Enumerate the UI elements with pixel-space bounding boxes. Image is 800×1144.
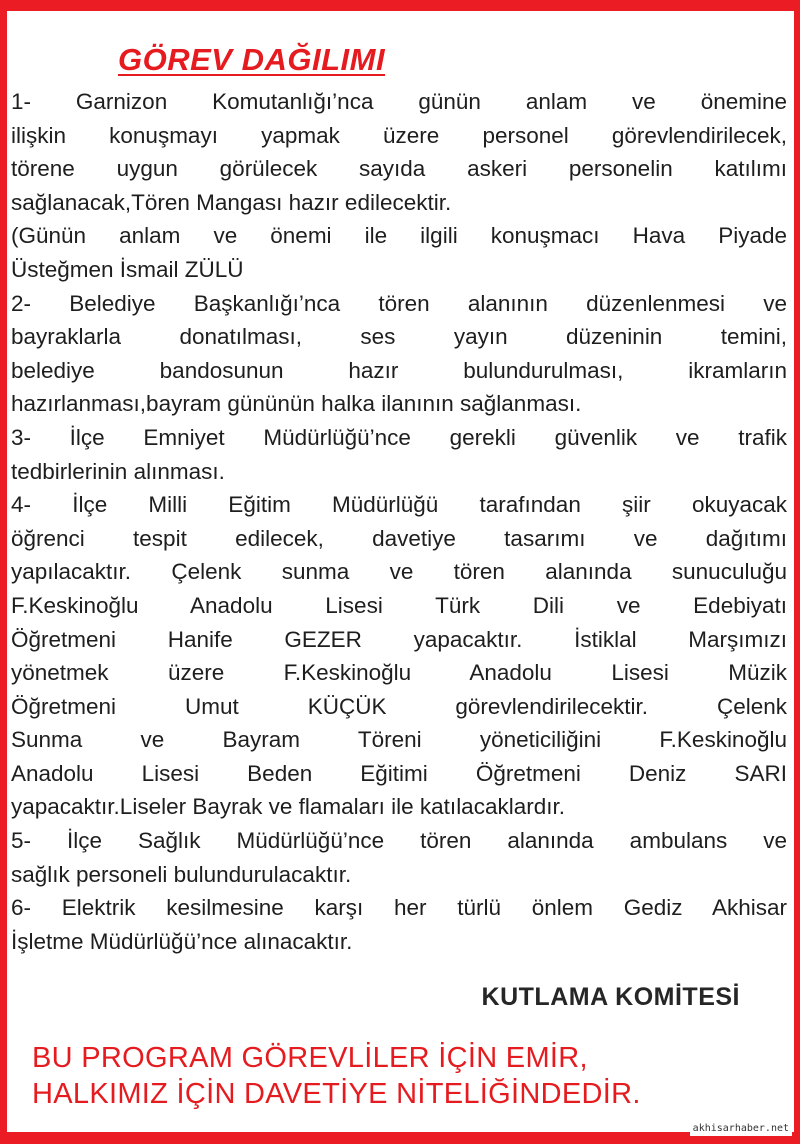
site-watermark: akhisarhaber.net <box>690 1122 792 1136</box>
body-line: yapılacaktır. Çelenk sunma ve tören alanında sunuculuğu <box>11 559 787 585</box>
body-line: Anadolu Lisesi Beden Eğitimi Öğretmeni Deniz SARI <box>11 760 787 786</box>
body-line: sağlık personeli bulundurulacaktır. <box>11 861 352 887</box>
body-line: hazırlanması,bayram gününün halka ilanının sağlanması. <box>11 391 582 417</box>
body-line: öğrenci tespit edilecek, davetiye tasarımı ve dağıtımı <box>11 525 787 551</box>
body-line: 1- Garnizon Komutanlığı’nca günün anlam ve önemine <box>11 89 787 114</box>
committee-signature: KUTLAMA KOMİTESİ <box>481 983 740 1011</box>
document-title: GÖREV DAĞILIMI <box>118 42 386 77</box>
footer-notice <box>32 1040 641 1112</box>
body-line: 5- İlçe Sağlık Müdürlüğü’nce tören alanında ambulans ve <box>11 828 787 854</box>
body-line: 3- İlçe Emniyet Müdürlüğü’nce gerekli güvenlik ve trafik <box>11 424 787 450</box>
body-line: F.Keskinoğlu Anadolu Lisesi Türk Dili ve Edebiyatı <box>11 592 787 618</box>
body-line: bayraklarla donatılması, ses yayın düzeninin temini, <box>11 324 787 350</box>
body-line: törene uygun görülecek sayıda askeri personelin katılımı <box>11 156 787 182</box>
body-line: 4- İlçe Milli Eğitim Müdürlüğü tarafından şiir okuyacak <box>11 492 787 518</box>
body-line: yönetmek üzere F.Keskinoğlu Anadolu Lisesi Müzik <box>11 660 787 686</box>
body-line: Sunma ve Bayram Töreni yöneticiliğini F.Keskinoğlu <box>11 727 787 753</box>
duty-list <box>11 85 787 958</box>
body-line: ilişkin konuşmayı yapmak üzere personel görevlendirilecek, <box>11 122 787 148</box>
body-line: belediye bandosunun hazır bulundurulması, ikramların <box>11 357 787 383</box>
body-line: (Günün anlam ve önemi ile ilgili konuşmacı Hava Piyade <box>11 223 787 249</box>
body-line: Üsteğmen İsmail ZÜLÜ <box>11 256 244 282</box>
body-line: Öğretmeni Hanife GEZER yapacaktır. İstiklal Marşımızı <box>11 626 787 652</box>
footer-line-2: HALKIMIZ İÇİN DAVETİYE NİTELİĞİNDEDİR. <box>32 1078 641 1110</box>
body-line: İşletme Müdürlüğü’nce alınacaktır. <box>11 928 353 954</box>
footer-line-1: BU PROGRAM GÖREVLİLER İÇİN EMİR, <box>32 1042 588 1074</box>
body-line: Öğretmeni Umut KÜÇÜK görevlendirilecektir. Çelenk <box>11 693 787 719</box>
body-line: tedbirlerinin alınması. <box>11 458 225 484</box>
body-line: 2- Belediye Başkanlığı’nca tören alanının düzenlenmesi ve <box>11 290 787 316</box>
body-line: yapacaktır.Liseler Bayrak ve flamaları ile katılacaklardır. <box>11 794 565 820</box>
body-line: 6- Elektrik kesilmesine karşı her türlü önlem Gediz Akhisar <box>11 895 787 921</box>
body-line: sağlanacak,Tören Mangası hazır edilecektir. <box>11 189 452 215</box>
